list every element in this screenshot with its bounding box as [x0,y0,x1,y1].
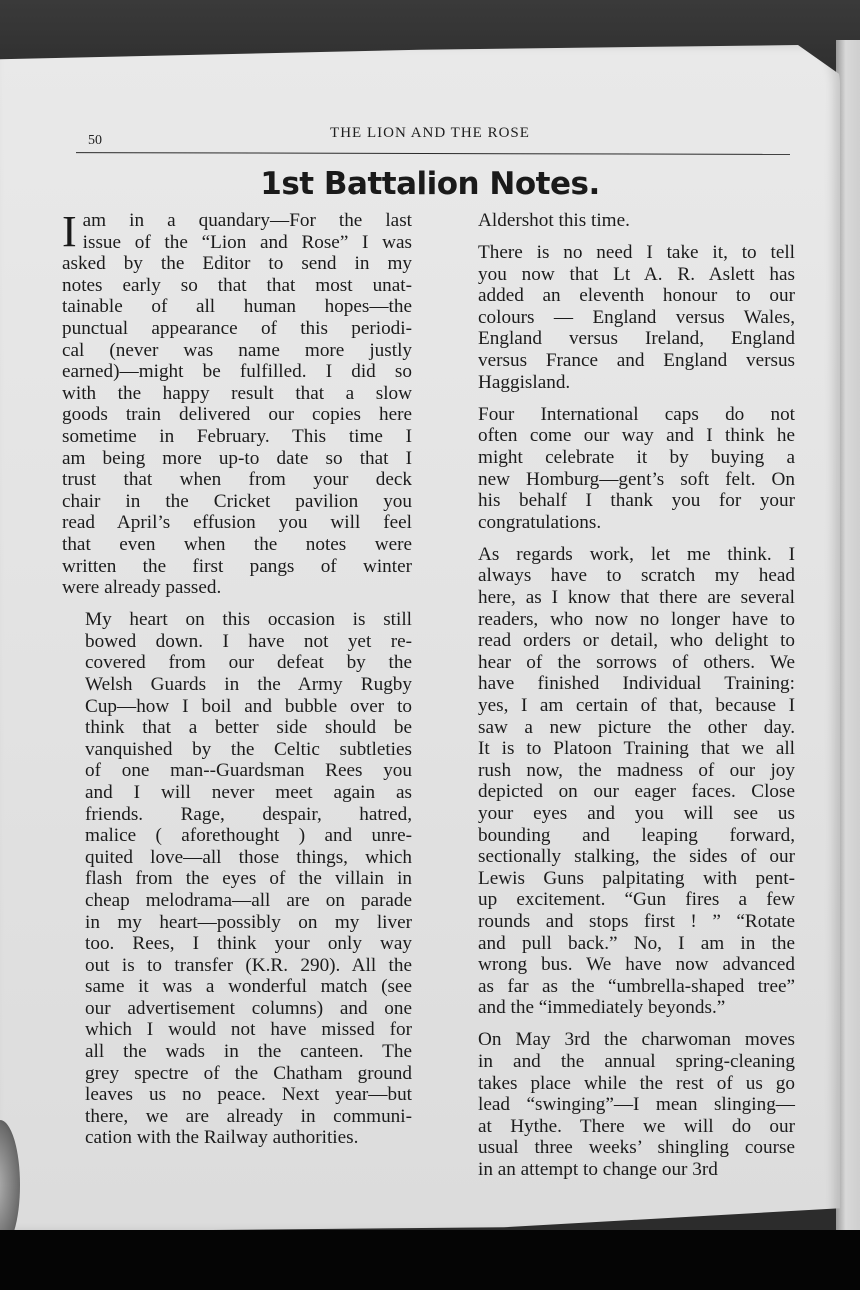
text-line: England versus Ireland, England [478,328,795,350]
text-line: covered from our defeat by the [85,652,412,674]
paragraph [62,207,412,599]
text-line: Lewis Guns palpitating with pent- [478,867,795,889]
text-line: quited love—all those things, which [85,846,412,868]
paragraph [455,1029,795,1180]
text-line: congratulations. [478,511,602,533]
text-line: were already passed. [62,577,222,599]
text-line: readers, who now no longer have to [478,608,795,630]
text-line: It is to Platoon Training that we all [478,738,795,760]
paragraph [62,609,412,1149]
text-line: with the happy result that a slow [62,382,412,404]
text-line: leaves us no peace. Next year—but [85,1084,412,1106]
text-line: malice ( aforethought ) and unre- [85,825,412,847]
text-line: Welsh Guards in the Army Rugby [85,673,412,695]
text-line: that even when the notes were [62,533,412,555]
text-line: sectionally stalking, the sides of our [478,846,795,868]
text-line: in and the annual spring-cleaning [478,1050,795,1072]
text-line: There is no need I take it, to tell [478,242,795,264]
text-line: bowed down. I have not yet re- [85,630,412,652]
text-line: versus France and England versus [478,350,795,372]
text-line: new Homburg—gent’s soft felt. On [478,468,795,490]
text-line: flash from the eyes of the villain in [85,868,412,890]
text-line: in an attempt to change our 3rd [478,1158,718,1180]
text-line: our advertisement columns) and one [85,997,412,1019]
text-line: cation with the Railway authorities. [85,1127,359,1149]
text-line: earned)—might be fulfilled. I did so [62,361,412,383]
text-line: issue of the “Lion and Rose” I was [82,231,412,253]
text-line: have finished Individual Training: [478,673,795,695]
text-line: as far as the “umbrella-shaped tree” [478,975,795,997]
text-line: As regards work, let me think. I [478,543,795,565]
text-line: all the wads in the canteen. The [85,1041,412,1063]
paragraph [455,210,795,232]
text-line: always have to scratch my head [478,565,795,587]
text-line: read orders or detail, who delight to [478,630,795,652]
text-line: in my heart—possibly on my liver [85,911,412,933]
text-line: notes early so that that most unat- [62,274,412,296]
text-line: read April’s effusion you will feel [62,512,412,534]
text-line: chair in the Cricket pavilion you [62,490,412,512]
text-line: cheap melodrama—all are on parade [85,889,412,911]
text-line: hear of the sorrows of others. We [478,651,795,673]
text-line: same it was a wonderful match (see [85,976,412,998]
text-line: here, as I know that there are several [478,587,795,608]
right-column [455,210,795,1191]
text-line: vanquished by the Celtic subtleties [85,738,412,760]
text-line: takes place while the rest of us go [478,1072,795,1094]
text-line: lead “swinging”—I mean slinging— [478,1094,795,1116]
text-line: out is to transfer (K.R. 290). All the [85,954,412,976]
background-bottom [0,1230,860,1290]
running-head: THE LION AND THE ROSE [330,125,530,141]
paragraph [455,404,795,534]
paragraph [455,242,795,393]
text-line: tainable of all human hopes—the [62,296,412,318]
text-line: grey spectre of the Chatham ground [85,1062,412,1084]
text-line: friends. Rage, despair, hatred, [85,803,412,825]
text-line: cal (never was name more justly [62,339,412,361]
drop-cap: I [62,207,77,256]
text-line: am being more up-to date so that I [62,447,412,469]
text-line: of one man--Guardsman Rees you [85,760,412,782]
text-line: saw a new picture the other day. [478,716,795,738]
text-line: at Hythe. There we will do our [478,1115,795,1137]
text-line: rounds and stops first ! ” “Rotate [478,910,795,932]
text-line: sometime in February. This time I [62,425,412,447]
text-line: yes, I am certain of that, because I [478,694,795,716]
text-line: My heart on this occasion is still [85,609,412,631]
text-line: up excitement. “Gun fires a few [478,889,795,911]
text-line: and pull back.” No, I am in the [478,932,795,954]
text-line: wrong bus. We have now advanced [478,954,795,976]
text-line: added an eleventh honour to our [478,285,795,307]
paragraph [455,544,795,1019]
text-line: bounding and leaping forward, [478,824,795,846]
text-line: written the first pangs of winter [62,555,412,577]
text-line: and I will never meet again as [85,781,412,803]
text-line: Cup—how I boil and bubble over to [85,695,412,717]
article-title: 1st Battalion Notes. [260,166,600,202]
text-line: depicted on our eager faces. Close [478,781,795,803]
text-line: his behalf I thank you for your [478,490,795,512]
text-line: which I would not have missed for [85,1019,412,1041]
text-line: you now that Lt A. R. Aslett has [478,263,795,285]
text-line: asked by the Editor to send in my [62,253,412,275]
text-line: usual three weeks’ shingling course [478,1137,795,1159]
text-line: am in a quandary—For the last [82,210,412,231]
left-column [62,207,412,1160]
text-line: there, we are already in communi- [85,1105,412,1127]
text-line: Four International caps do not [478,403,795,425]
text-line: your eyes and you will see us [478,802,795,824]
text-line: punctual appearance of this periodi- [62,317,412,339]
text-line: often come our way and I think he [478,425,795,447]
text-line: too. Rees, I think your only way [85,933,412,955]
text-line: trust that when from your deck [62,469,412,491]
text-line: and the “immediately beyonds.” [478,997,726,1019]
text-line: colours — England versus Wales, [478,306,795,328]
text-line: might celebrate it by buying a [478,446,795,468]
text-line: On May 3rd the charwoman moves [478,1029,795,1051]
text-line: Haggisland. [478,371,571,393]
text-line: goods train delivered our copies here [62,404,412,426]
text-line: rush now, the madness of our joy [478,759,795,781]
page-number: 50 [88,133,102,148]
text-line: Aldershot this time. [478,210,630,231]
text-line: think that a better side should be [85,717,412,739]
